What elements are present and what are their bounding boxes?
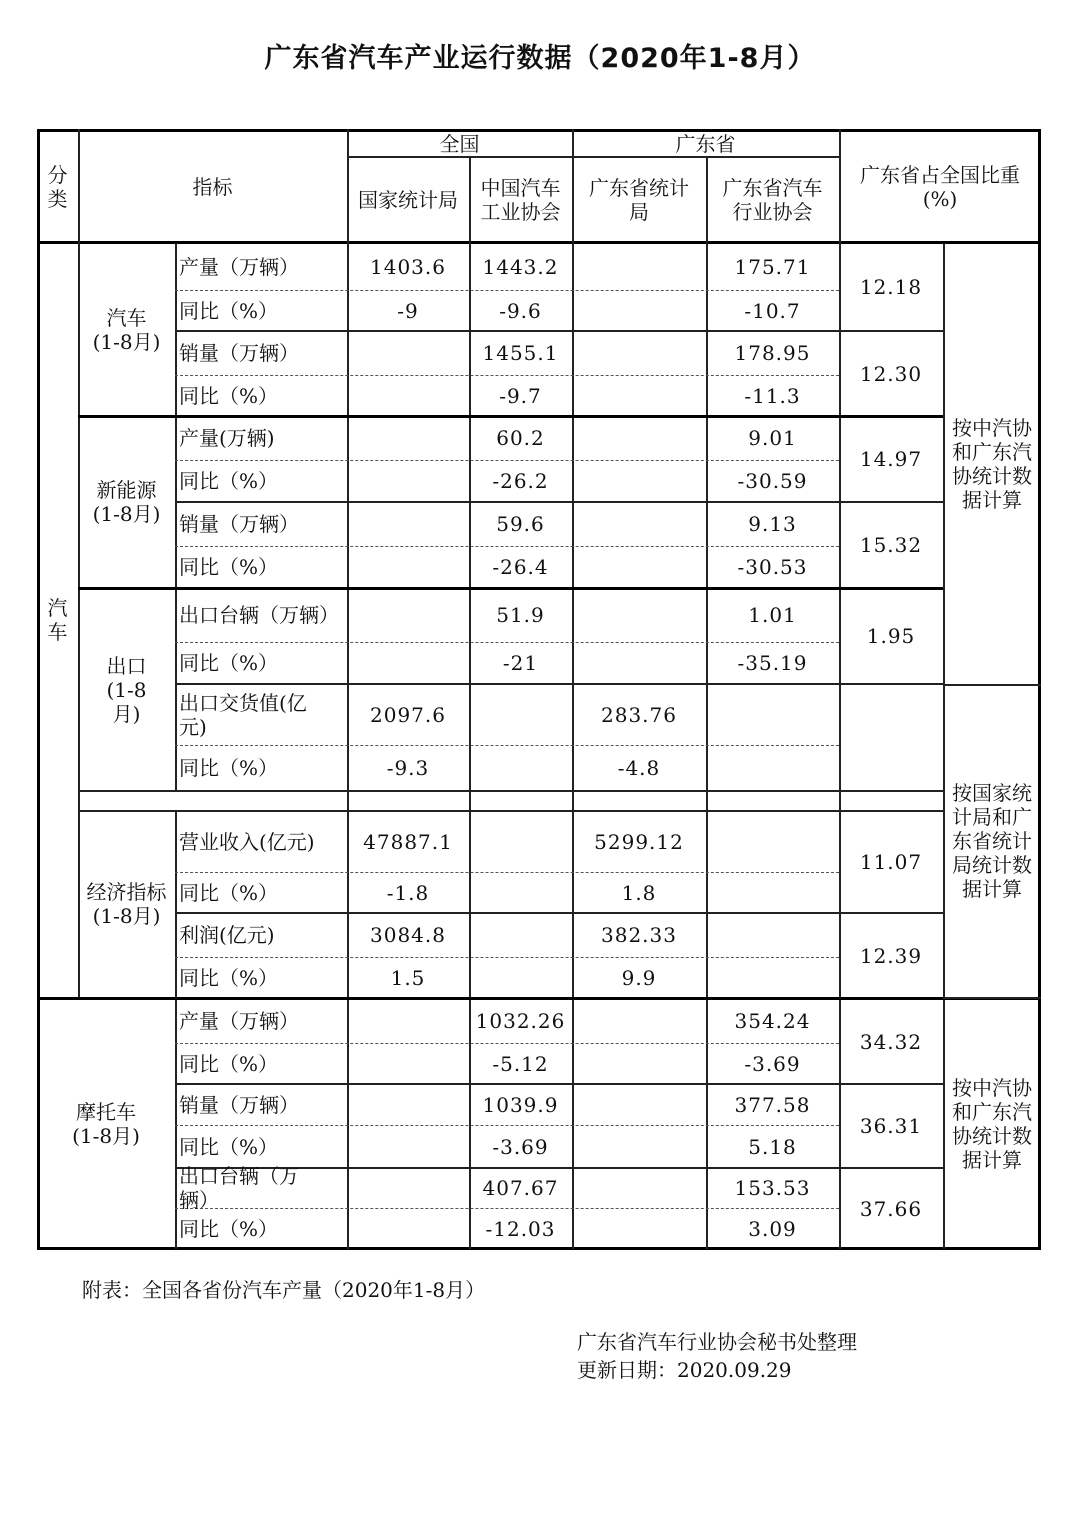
caam-value: 59.6: [496, 512, 545, 536]
caam-value: -26.4: [492, 555, 549, 579]
row-label: 销量（万辆）: [179, 512, 299, 536]
nbs-value: [347, 1125, 469, 1168]
gd-assoc-value: [706, 745, 839, 791]
caam-value: 60.2: [496, 426, 545, 450]
gd-assoc-value: 9.01: [748, 426, 797, 450]
row-label: 产量（万辆）: [179, 254, 299, 279]
gd-stats-value: [572, 642, 706, 684]
gd-stats-header: 广东省统计 局: [589, 176, 689, 224]
gd-assoc-value: [706, 957, 839, 999]
row-label: 同比（%）: [179, 469, 279, 493]
gd-assoc-value: 9.13: [748, 512, 797, 536]
caam-value: -9.6: [499, 298, 542, 323]
gd-stats-value: [572, 1168, 706, 1208]
row-label: 同比（%）: [179, 555, 279, 579]
share-value: 37.66: [859, 1196, 923, 1221]
row-label: 同比（%）: [179, 880, 279, 905]
gd-assoc-value: -35.19: [737, 651, 808, 675]
gd-stats-value: [572, 546, 706, 588]
row-label: 产量（万辆）: [179, 1009, 299, 1033]
share-value: 12.39: [859, 944, 923, 968]
gd-assoc-value: 354.24: [734, 1009, 811, 1033]
caam-value: -5.12: [492, 1051, 549, 1076]
row-label: 出口交货值(亿 元): [179, 690, 307, 739]
gd-stats-value: [572, 375, 706, 416]
share-header: 广东省占全国比重 (%): [860, 163, 1020, 211]
nbs-value: [347, 416, 469, 460]
row-label: 产量(万辆): [179, 426, 275, 450]
gd-stats-value: [572, 1125, 706, 1168]
row-label: 同比（%）: [179, 1051, 279, 1076]
gd-stats-value: [572, 243, 706, 290]
row-label: 营业收入(亿元): [179, 829, 315, 854]
nbs-value: [347, 1084, 469, 1125]
row-label: 同比（%）: [179, 383, 279, 408]
nbs-value: -9: [397, 298, 419, 323]
nbs-value: [347, 1208, 469, 1249]
caam-value: -12.03: [485, 1216, 556, 1241]
gd-stats-value: [572, 502, 706, 546]
note-caam-1: 按中汽协 和广东汽 协统计数 据计算: [952, 415, 1032, 512]
gd-stats-value: [572, 999, 706, 1043]
national-header: 全国: [439, 132, 480, 156]
gd-assoc-value: 175.71: [734, 254, 811, 279]
row-label: 同比（%）: [179, 1216, 279, 1241]
gd-assoc-value: -3.69: [744, 1051, 801, 1076]
row-label: 同比（%）: [179, 298, 279, 323]
gd-assoc-value: 3.09: [748, 1216, 797, 1241]
nbs-value: [347, 588, 469, 642]
caam-value: 1032.26: [475, 1009, 566, 1033]
share-value: 12.18: [859, 275, 923, 299]
gd-assoc-value: 5.18: [748, 1134, 797, 1159]
gd-stats-value: [572, 290, 706, 331]
caam-value: [469, 872, 572, 913]
gd-assoc-value: [706, 684, 839, 745]
share-value: 15.32: [859, 533, 923, 557]
gd-assoc-value: [706, 913, 839, 957]
gd-assoc-value: 178.95: [734, 341, 811, 365]
share-value: 11.07: [859, 850, 923, 874]
gd-stats-value: 1.8: [621, 880, 657, 905]
nbs-value: [347, 546, 469, 588]
caam-value: [469, 811, 572, 872]
caam-value: 1039.9: [482, 1092, 559, 1117]
nbs-header: 国家统计局: [358, 188, 458, 212]
row-label: 出口台辆（万辆）: [179, 603, 339, 627]
share-value: 14.97: [859, 447, 923, 471]
share-value: 1.95: [866, 624, 916, 648]
nbs-value: [347, 642, 469, 684]
gd-stats-value: [572, 416, 706, 460]
caam-header: 中国汽车 工业协会: [480, 176, 561, 224]
gd-stats-value: [572, 460, 706, 502]
group-econ: 经济指标 (1-8月): [86, 880, 167, 928]
nbs-value: [347, 1043, 469, 1084]
gd-assoc-value: 377.58: [734, 1092, 811, 1117]
nbs-value: 47887.1: [363, 829, 453, 854]
share-value: 12.30: [859, 361, 923, 386]
caam-value: 1455.1: [482, 341, 559, 365]
group-car: 汽车 (1-8月): [92, 305, 161, 354]
row-label: 销量（万辆）: [179, 1092, 299, 1117]
note-caam-2: 按中汽协 和广东汽 协统计数 据计算: [952, 1076, 1032, 1172]
nbs-value: 3084.8: [370, 923, 446, 947]
share-value: 34.32: [859, 1029, 923, 1054]
group-auto: 汽 车: [47, 596, 68, 644]
gd-stats-value: [572, 331, 706, 375]
gd-stats-value: [572, 1084, 706, 1125]
caam-value: [469, 913, 572, 957]
nbs-value: 1403.6: [370, 254, 446, 279]
update-date: 更新日期：2020.09.29: [577, 1358, 792, 1382]
compiler-note: 广东省汽车行业协会秘书处整理: [577, 1330, 857, 1354]
nbs-value: -9.3: [386, 756, 430, 780]
gd-stats-value: [572, 588, 706, 642]
gd-assoc-value: -11.3: [744, 383, 801, 408]
gd-assoc-value: -30.59: [737, 469, 808, 493]
caam-value: 1443.2: [482, 254, 559, 279]
share-value: 36.31: [859, 1114, 923, 1138]
nbs-value: 1.5: [390, 966, 426, 990]
caam-value: [469, 957, 572, 999]
page-title: 广东省汽车产业运行数据（2020年1-8月）: [264, 43, 816, 74]
gd-assoc-value: 153.53: [734, 1176, 811, 1200]
row-label: 同比（%）: [179, 966, 279, 990]
gd-stats-value: 9.9: [621, 966, 657, 990]
group-nev: 新能源 (1-8月): [92, 478, 161, 526]
caam-value: -21: [502, 651, 539, 675]
caam-value: [469, 684, 572, 745]
gd-assoc-value: 1.01: [748, 603, 797, 627]
guangdong-header: 广东省: [675, 132, 736, 156]
nbs-value: [347, 502, 469, 546]
gd-stats-value: -4.8: [617, 756, 661, 780]
row-label: 利润(亿元): [179, 923, 275, 947]
category-header: 分 类: [47, 163, 68, 211]
nbs-value: [347, 460, 469, 502]
gd-stats-value: [572, 1043, 706, 1084]
gd-assoc-value: -30.53: [737, 555, 808, 579]
row-label: 同比（%）: [179, 651, 279, 675]
indicator-header: 指标: [192, 175, 233, 199]
nbs-value: [347, 999, 469, 1043]
row-label: 同比（%）: [179, 756, 279, 780]
gd-assoc-value: [706, 811, 839, 872]
caam-value: -3.69: [492, 1134, 549, 1159]
caam-value: 51.9: [496, 603, 545, 627]
group-export: 出口 (1-8 月): [106, 653, 147, 726]
gd-assoc-header: 广东省汽车 行业协会: [722, 176, 823, 224]
nbs-value: 2097.6: [370, 702, 446, 727]
row-label: 销量（万辆）: [179, 341, 299, 365]
group-moto: 摩托车 (1-8月): [72, 1100, 140, 1148]
caam-value: -9.7: [499, 383, 542, 408]
row-label: 出口台辆（万 辆）: [179, 1164, 299, 1212]
appendix-note: 附表：全国各省份汽车产量（2020年1-8月）: [82, 1278, 486, 1302]
caam-value: -26.2: [492, 469, 549, 493]
caam-value: [469, 745, 572, 791]
gd-assoc-value: [706, 872, 839, 913]
gd-assoc-value: -10.7: [744, 298, 801, 323]
gd-stats-value: 382.33: [601, 923, 677, 947]
row-label: 同比（%）: [179, 1134, 279, 1159]
gd-stats-value: 5299.12: [594, 829, 684, 854]
nbs-value: [347, 375, 469, 416]
caam-value: 407.67: [482, 1176, 559, 1200]
nbs-value: [347, 1168, 469, 1208]
gd-stats-value: 283.76: [601, 702, 677, 727]
note-nbs: 按国家统 计局和广 东省统计 局统计数 据计算: [952, 780, 1032, 901]
nbs-value: [347, 331, 469, 375]
gd-stats-value: [572, 1208, 706, 1249]
nbs-value: -1.8: [386, 880, 430, 905]
